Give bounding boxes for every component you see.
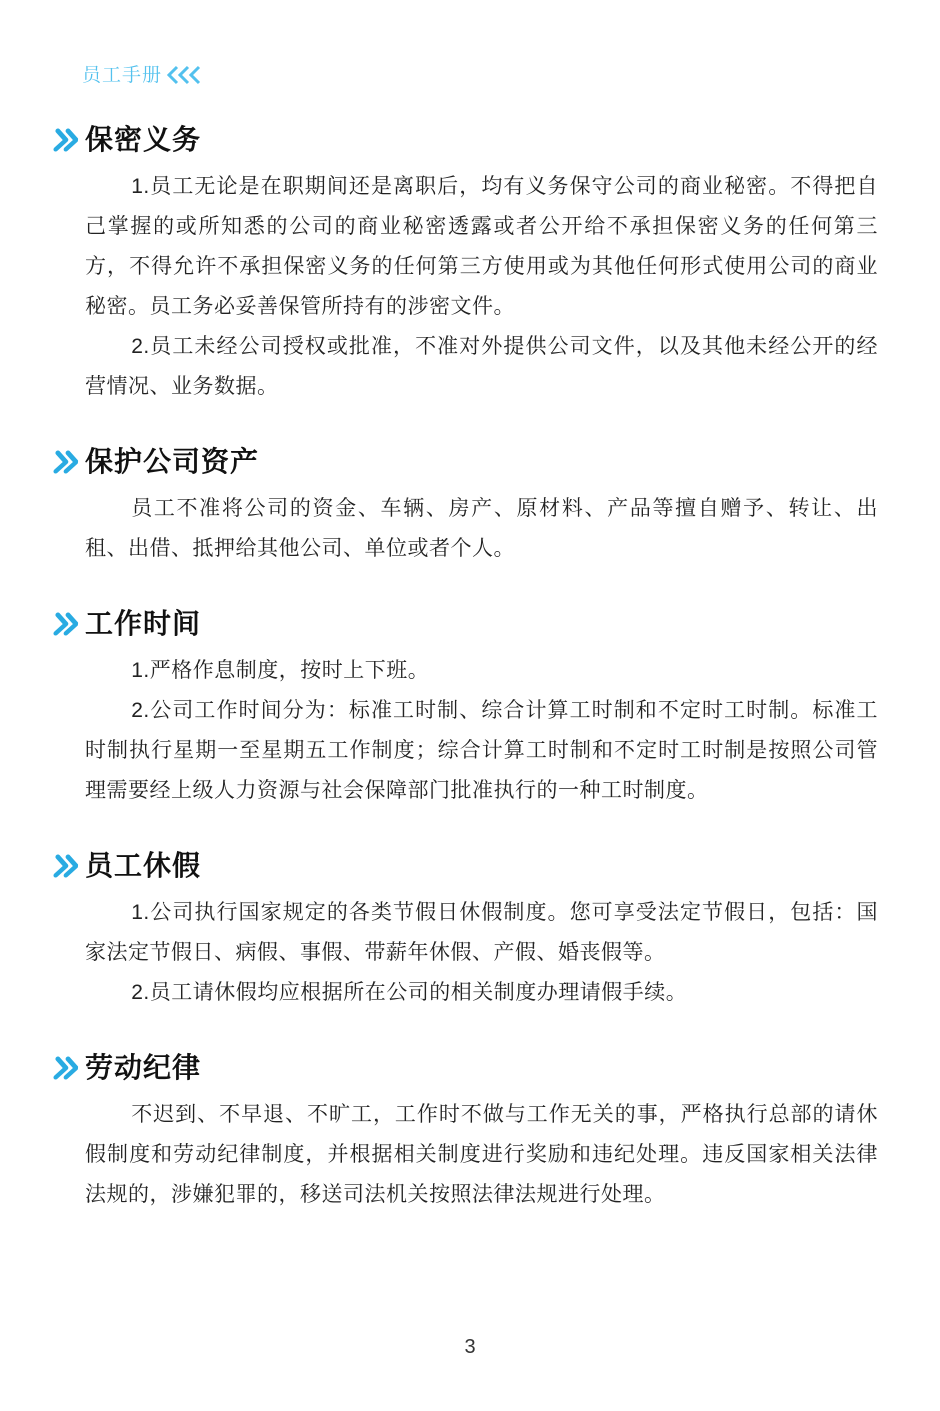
paragraph: 1.公司执行国家规定的各类节假日休假制度。您可享受法定节假日，包括：国家法定节假日、病假、事假、带薪年休假、产假、婚丧假等。 (85, 901, 878, 964)
running-header-title: 员工手册 (82, 65, 163, 86)
double-right-chevron-icon (53, 853, 80, 879)
paragraph: 不迟到、不早退、不旷工，工作时不做与工作无关的事，严格执行总部的请休假制度和劳动纪律制度，并根据相关制度进行奖励和违纪处理。违反国家相关法律法规的，涉嫌犯罪的，移送司法机关按照法律法规进行处理。 (85, 1103, 878, 1206)
paragraph: 员工不准将公司的资金、车辆、房产、原材料、产品等擅自赠予、转让、出租、出借、抵押给其他公司、单位或者个人。 (85, 497, 878, 560)
section-title: 保护公司资产 (85, 446, 260, 477)
running-header (82, 60, 878, 87)
section-title: 工作时间 (85, 608, 202, 639)
paragraph: 2.公司工作时间分为：标准工时制、综合计算工时制和不定时工时制。标准工时制执行星期一至星期五工作制度；综合计算工时制和不定时工时制是按照公司管理需要经上级人力资源与社会保障部门批准执行的一种工时制度。 (85, 699, 878, 802)
section-employee-leave (85, 849, 878, 1013)
double-right-chevron-icon (53, 611, 80, 637)
section-title: 劳动纪律 (85, 1052, 202, 1083)
page-number: 3 (464, 1336, 476, 1358)
paragraph: 1.严格作息制度，按时上下班。 (131, 659, 430, 682)
section-labor-discipline (85, 1051, 878, 1215)
triple-left-chevron-icon (166, 65, 204, 85)
double-right-chevron-icon (53, 1055, 80, 1081)
section-title: 保密义务 (85, 124, 202, 155)
section-confidentiality (85, 123, 878, 407)
section-heading (54, 445, 878, 479)
double-right-chevron-icon (53, 127, 80, 153)
section-heading (54, 607, 878, 641)
section-heading (54, 849, 878, 883)
double-right-chevron-icon (53, 449, 80, 475)
section-heading (54, 123, 878, 157)
section-working-hours (85, 607, 878, 811)
paragraph: 2.员工请休假均应根据所在公司的相关制度办理请假手续。 (131, 981, 688, 1004)
section-title: 员工休假 (85, 850, 202, 881)
section-heading (54, 1051, 878, 1085)
section-protect-assets (85, 445, 878, 569)
paragraph: 1.员工无论是在职期间还是离职后，均有义务保守公司的商业秘密。不得把自己掌握的或所知悉的公司的商业秘密透露或者公开给不承担保密义务的任何第三方，不得允许不承担保密义务的任何第三方使用或为其他任何形式使用公司的商业秘密。员工务必妥善保管所持有的涉密文件。 (85, 175, 878, 318)
paragraph: 2.员工未经公司授权或批准，不准对外提供公司文件，以及其他未经公开的经营情况、业务数据。 (85, 335, 878, 398)
